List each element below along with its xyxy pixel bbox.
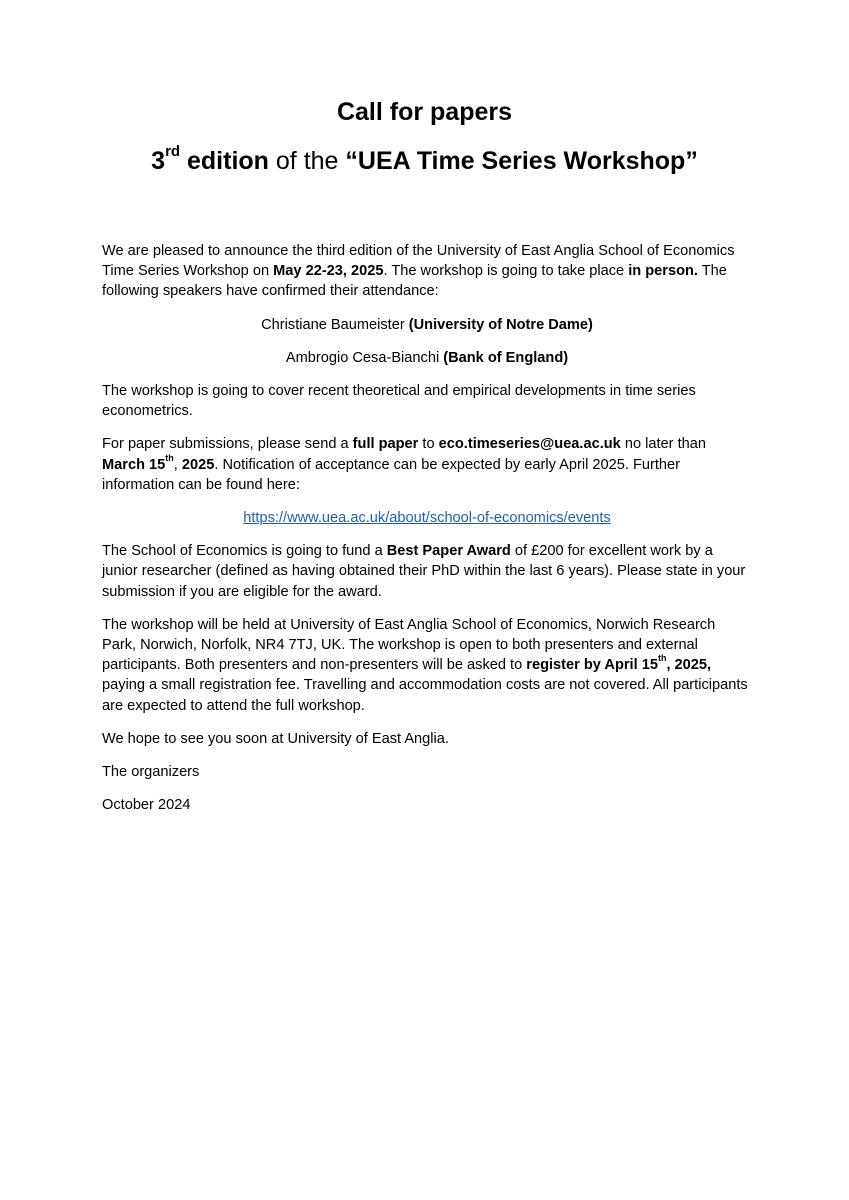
speaker-affiliation: (University of Notre Dame) (408, 316, 593, 333)
venue-text-2: paying a small registration fee. Travelling and accommodation costs are not covered. All participants are expected to attend the full workshop. (102, 677, 748, 714)
closing-paragraph: We hope to see you soon at University of East Anglia. (102, 730, 449, 747)
deadline-year: 2025 (181, 456, 215, 473)
speaker-line-2 (102, 348, 752, 368)
coverage-paragraph: The workshop is going to cover recent theoretical and empirical developments in time series econometrics. (102, 383, 696, 420)
speaker-line-1 (102, 315, 752, 335)
deadline-ordinal-suffix: th (165, 452, 174, 463)
venue-paragraph (102, 615, 752, 716)
edition-ordinal-suffix: rd (165, 143, 181, 160)
workshop-title (0, 143, 849, 176)
submissions-paragraph (102, 434, 752, 495)
best-paper-award: Best Paper Award (386, 543, 511, 560)
full-paper-label: full paper (352, 436, 419, 453)
intro-text-1: We are pleased to announce the third edition of the University of East Anglia School of Economics Time Series Workshop on (102, 243, 735, 280)
intro-text-3: The following speakers have confirmed their attendance: (102, 263, 727, 300)
events-link[interactable]: https://www.uea.ac.uk/about/school-of-economics/events (243, 510, 611, 527)
registration-year: , 2025, (666, 657, 712, 674)
submission-email: eco.timeseries@uea.ac.uk (438, 436, 621, 453)
award-paragraph (102, 541, 752, 602)
document-date: October 2024 (102, 797, 191, 814)
registration-deadline: register by April 15 (526, 657, 658, 674)
intro-text-2: . The workshop is going to take place (383, 263, 629, 280)
speaker-name: Ambrogio Cesa-Bianchi (285, 349, 444, 366)
award-text-2: of £200 for excellent work by a junior researcher (defined as having obtained their PhD within the last 6 years). Please state in your submission if you are eligible for the award. (102, 543, 746, 600)
submissions-text-1: For paper submissions, please send a (102, 436, 353, 453)
edition-number: 3 (151, 147, 166, 175)
intro-paragraph (102, 241, 752, 302)
deadline-date: March 15 (102, 456, 166, 473)
format-in-person: in person. (628, 263, 698, 280)
submissions-text-3: no later than (620, 436, 707, 453)
edition-word: edition (180, 147, 269, 175)
signature: The organizers (102, 764, 200, 781)
document-body (102, 241, 752, 828)
page-title: Call for papers (336, 98, 513, 126)
speaker-name: Christiane Baumeister (261, 316, 409, 333)
submissions-text-5: . Notification of acceptance can be expected by early April 2025. Further information can be found here: (102, 456, 681, 493)
workshop-dates: May 22-23, 2025 (273, 263, 384, 280)
speaker-affiliation: (Bank of England) (443, 349, 569, 366)
title-connector: of the (268, 147, 346, 175)
venue-text-1: The workshop will be held at University of East Anglia School of Economics, Norwich Research Park, Norwich, Norfolk, NR4 7TJ, UK. The workshop is open to both presenters and external participants. Both presenters and non-presenters will be asked to (102, 616, 716, 674)
submissions-text-2: to (418, 436, 439, 453)
events-link-line (102, 508, 752, 528)
submissions-text-4: , (173, 456, 182, 473)
workshop-name: “UEA Time Series Workshop” (345, 147, 698, 175)
award-text-1: The School of Economics is going to fund a (102, 543, 387, 560)
registration-ordinal-suffix: th (657, 653, 667, 664)
